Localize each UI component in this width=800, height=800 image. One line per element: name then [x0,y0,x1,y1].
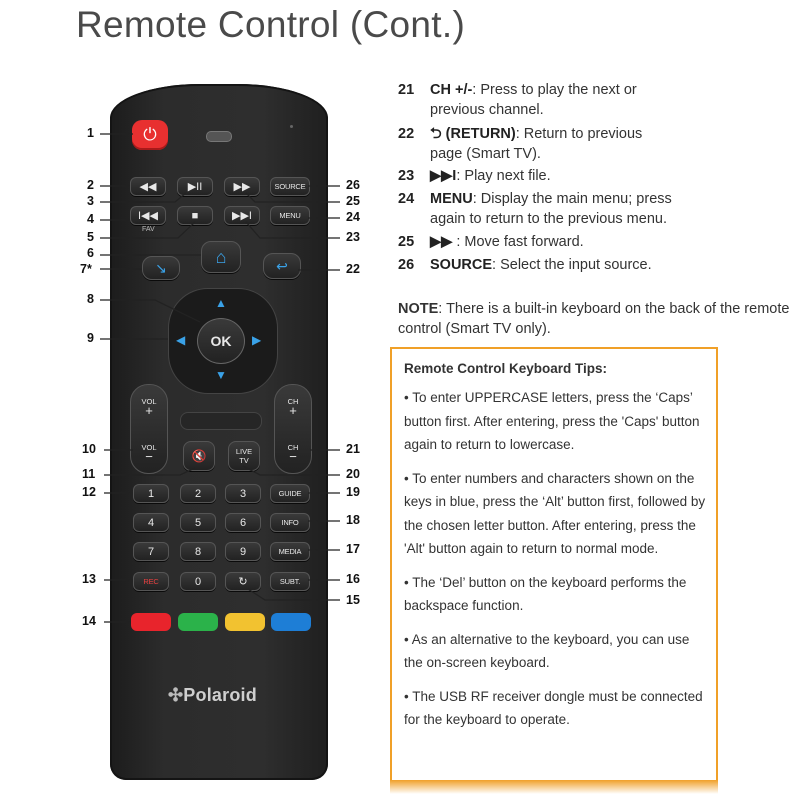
minus-icon: − [289,449,297,464]
callout-3: 3 [87,194,94,208]
tips-heading: Remote Control Keyboard Tips: [404,361,608,376]
desc-label: CH +/- [430,82,473,98]
tip-item: • The ‘Del’ button on the keyboard performs the backspace function. [404,574,687,613]
desc-number: 24 [398,191,415,207]
home-icon: ⌂ [215,246,227,267]
arrow-down-button[interactable]: ▼ [215,368,227,382]
vol-up-label: VOL [141,397,157,406]
tip-item: • As an alternative to the keyboard, you can use the on-screen keyboard. [404,631,690,670]
callout-20: 20 [346,467,360,481]
live-tv-label-2: TV [239,456,249,465]
arrow-right-button[interactable]: ▶ [252,333,262,347]
callout-8: 8 [87,292,94,306]
desc-text: : Play next file. [456,168,551,184]
callout-7: 7* [80,262,92,276]
desc-label: ⮌ (RETURN) [430,126,516,142]
callout-25: 25 [346,194,360,208]
callout-11: 11 [82,467,96,481]
callout-26: 26 [346,178,360,192]
digit-2-button[interactable]: 2 [180,484,216,503]
note-text [398,299,798,339]
vol-down-label: VOL [141,443,157,452]
digit-1-button[interactable]: 1 [133,484,169,503]
callout-17: 17 [346,542,360,556]
play-pause-button[interactable]: ▶II [177,177,213,196]
fast-forward-button[interactable]: ▶▶ [224,177,260,196]
note-body: : There is a built-in keyboard on the back of the remote control (Smart TV only). [398,301,790,337]
callout-10: 10 [82,442,96,456]
desc-number: 26 [398,257,415,273]
callout-5: 5 [87,230,94,244]
tip-item: • To enter UPPERCASE letters, press the ‘Caps’ button first. After entering, press the 'Caps' button again to return to lowercase. [404,390,700,452]
desc-label: SOURCE [430,257,493,273]
fast-forward-icon: ▶▶ [430,234,453,250]
ok-button[interactable]: OK [197,318,245,364]
power-icon: ⏻ [143,125,157,144]
digit-5-button[interactable]: 5 [180,513,216,532]
callout-16: 16 [346,572,360,586]
digit-7-button[interactable]: 7 [133,542,169,561]
callout-12: 12 [82,485,96,499]
return-icon: ↩ [276,257,288,274]
desc-text: : Press to play the next or [472,82,637,98]
loop-icon: ↻ [238,576,248,588]
callout-15: 15 [346,593,360,607]
callout-6: 6 [87,246,94,260]
digit-9-button[interactable]: 9 [225,542,261,561]
desc-label: MENU [430,191,473,207]
polaroid-logo-icon: ✣ [168,685,184,705]
rec-button[interactable]: REC [133,572,169,591]
desc-26 [398,255,798,275]
callout-22: 22 [346,262,360,276]
desc-text: : Move fast forward. [452,234,584,250]
tips-box-bottom-fade [390,780,718,794]
mute-icon: 🔇 [191,449,207,463]
stop-button[interactable]: ■ [177,206,213,225]
desc-text: : Display the main menu; press [472,191,672,207]
callout-23: 23 [346,230,360,244]
callout-13: 13 [82,572,96,586]
desc-continuation: again to return to the previous menu. [430,211,667,227]
callout-18: 18 [346,513,360,527]
arrow-left-button[interactable]: ◀ [176,333,186,347]
digit-8-button[interactable]: 8 [180,542,216,561]
brand-text: Polaroid [183,685,257,705]
callout-24: 24 [346,210,360,224]
page-title: Remote Control (Cont.) [76,4,466,45]
digit-3-button[interactable]: 3 [225,484,261,503]
desc-continuation: page (Smart TV). [430,146,541,162]
keyboard-tips-box [390,347,718,789]
digit-0-button[interactable]: 0 [180,572,216,591]
tip-item: • The USB RF receiver dongle must be connected for the keyboard to operate. [404,688,703,727]
desc-continuation: previous channel. [430,102,544,118]
info-button[interactable]: INFO [270,513,310,532]
source-button[interactable]: SOURCE [270,177,310,196]
plus-icon: + [145,403,153,418]
cursor-icon: ↘ [155,259,167,276]
callout-21: 21 [346,442,360,456]
guide-button[interactable]: GUIDE [270,484,310,503]
plus-icon: + [289,403,297,418]
callout-9: 9 [87,331,94,345]
callout-2: 2 [87,178,94,192]
callout-19: 19 [346,485,360,499]
previous-button[interactable]: I◀◀ [130,206,166,225]
callout-4: 4 [87,212,94,226]
desc-number: 25 [398,234,415,250]
callout-1: 1 [87,126,94,140]
desc-25 [398,232,798,252]
desc-text: : Return to previous [515,126,643,142]
ch-up-label: CH [287,397,299,406]
next-track-icon: ▶▶I [430,168,457,184]
desc-number: 21 [398,82,415,98]
next-button[interactable]: ▶▶I [224,206,260,225]
desc-text: : Select the input source. [492,257,652,273]
arrow-up-button[interactable]: ▲ [215,296,227,310]
desc-number: 23 [398,168,415,184]
note-label: NOTE [398,301,439,317]
desc-22 [398,124,798,164]
tip-item: • To enter numbers and characters shown on the keys in blue, press the ‘Alt’ button first, followed by the chosen letter button. After entering, press the 'Alt' button again to return to normal mode. [404,470,706,556]
subtitle-button[interactable]: SUBT. [270,572,310,591]
desc-24 [398,189,798,229]
callout-14: 14 [82,614,96,628]
rewind-button[interactable]: ◀◀ [130,177,166,196]
minus-icon: − [145,449,153,464]
menu-button[interactable]: MENU [270,206,310,225]
desc-21 [398,80,798,120]
desc-number: 22 [398,126,415,142]
digit-6-button[interactable]: 6 [225,513,261,532]
desc-23 [398,166,798,186]
live-tv-label-1: LIVE [235,447,253,456]
digit-4-button[interactable]: 4 [133,513,169,532]
fav-label: FAV [142,226,155,233]
ch-down-label: CH [287,443,299,452]
media-button[interactable]: MEDIA [270,542,310,561]
